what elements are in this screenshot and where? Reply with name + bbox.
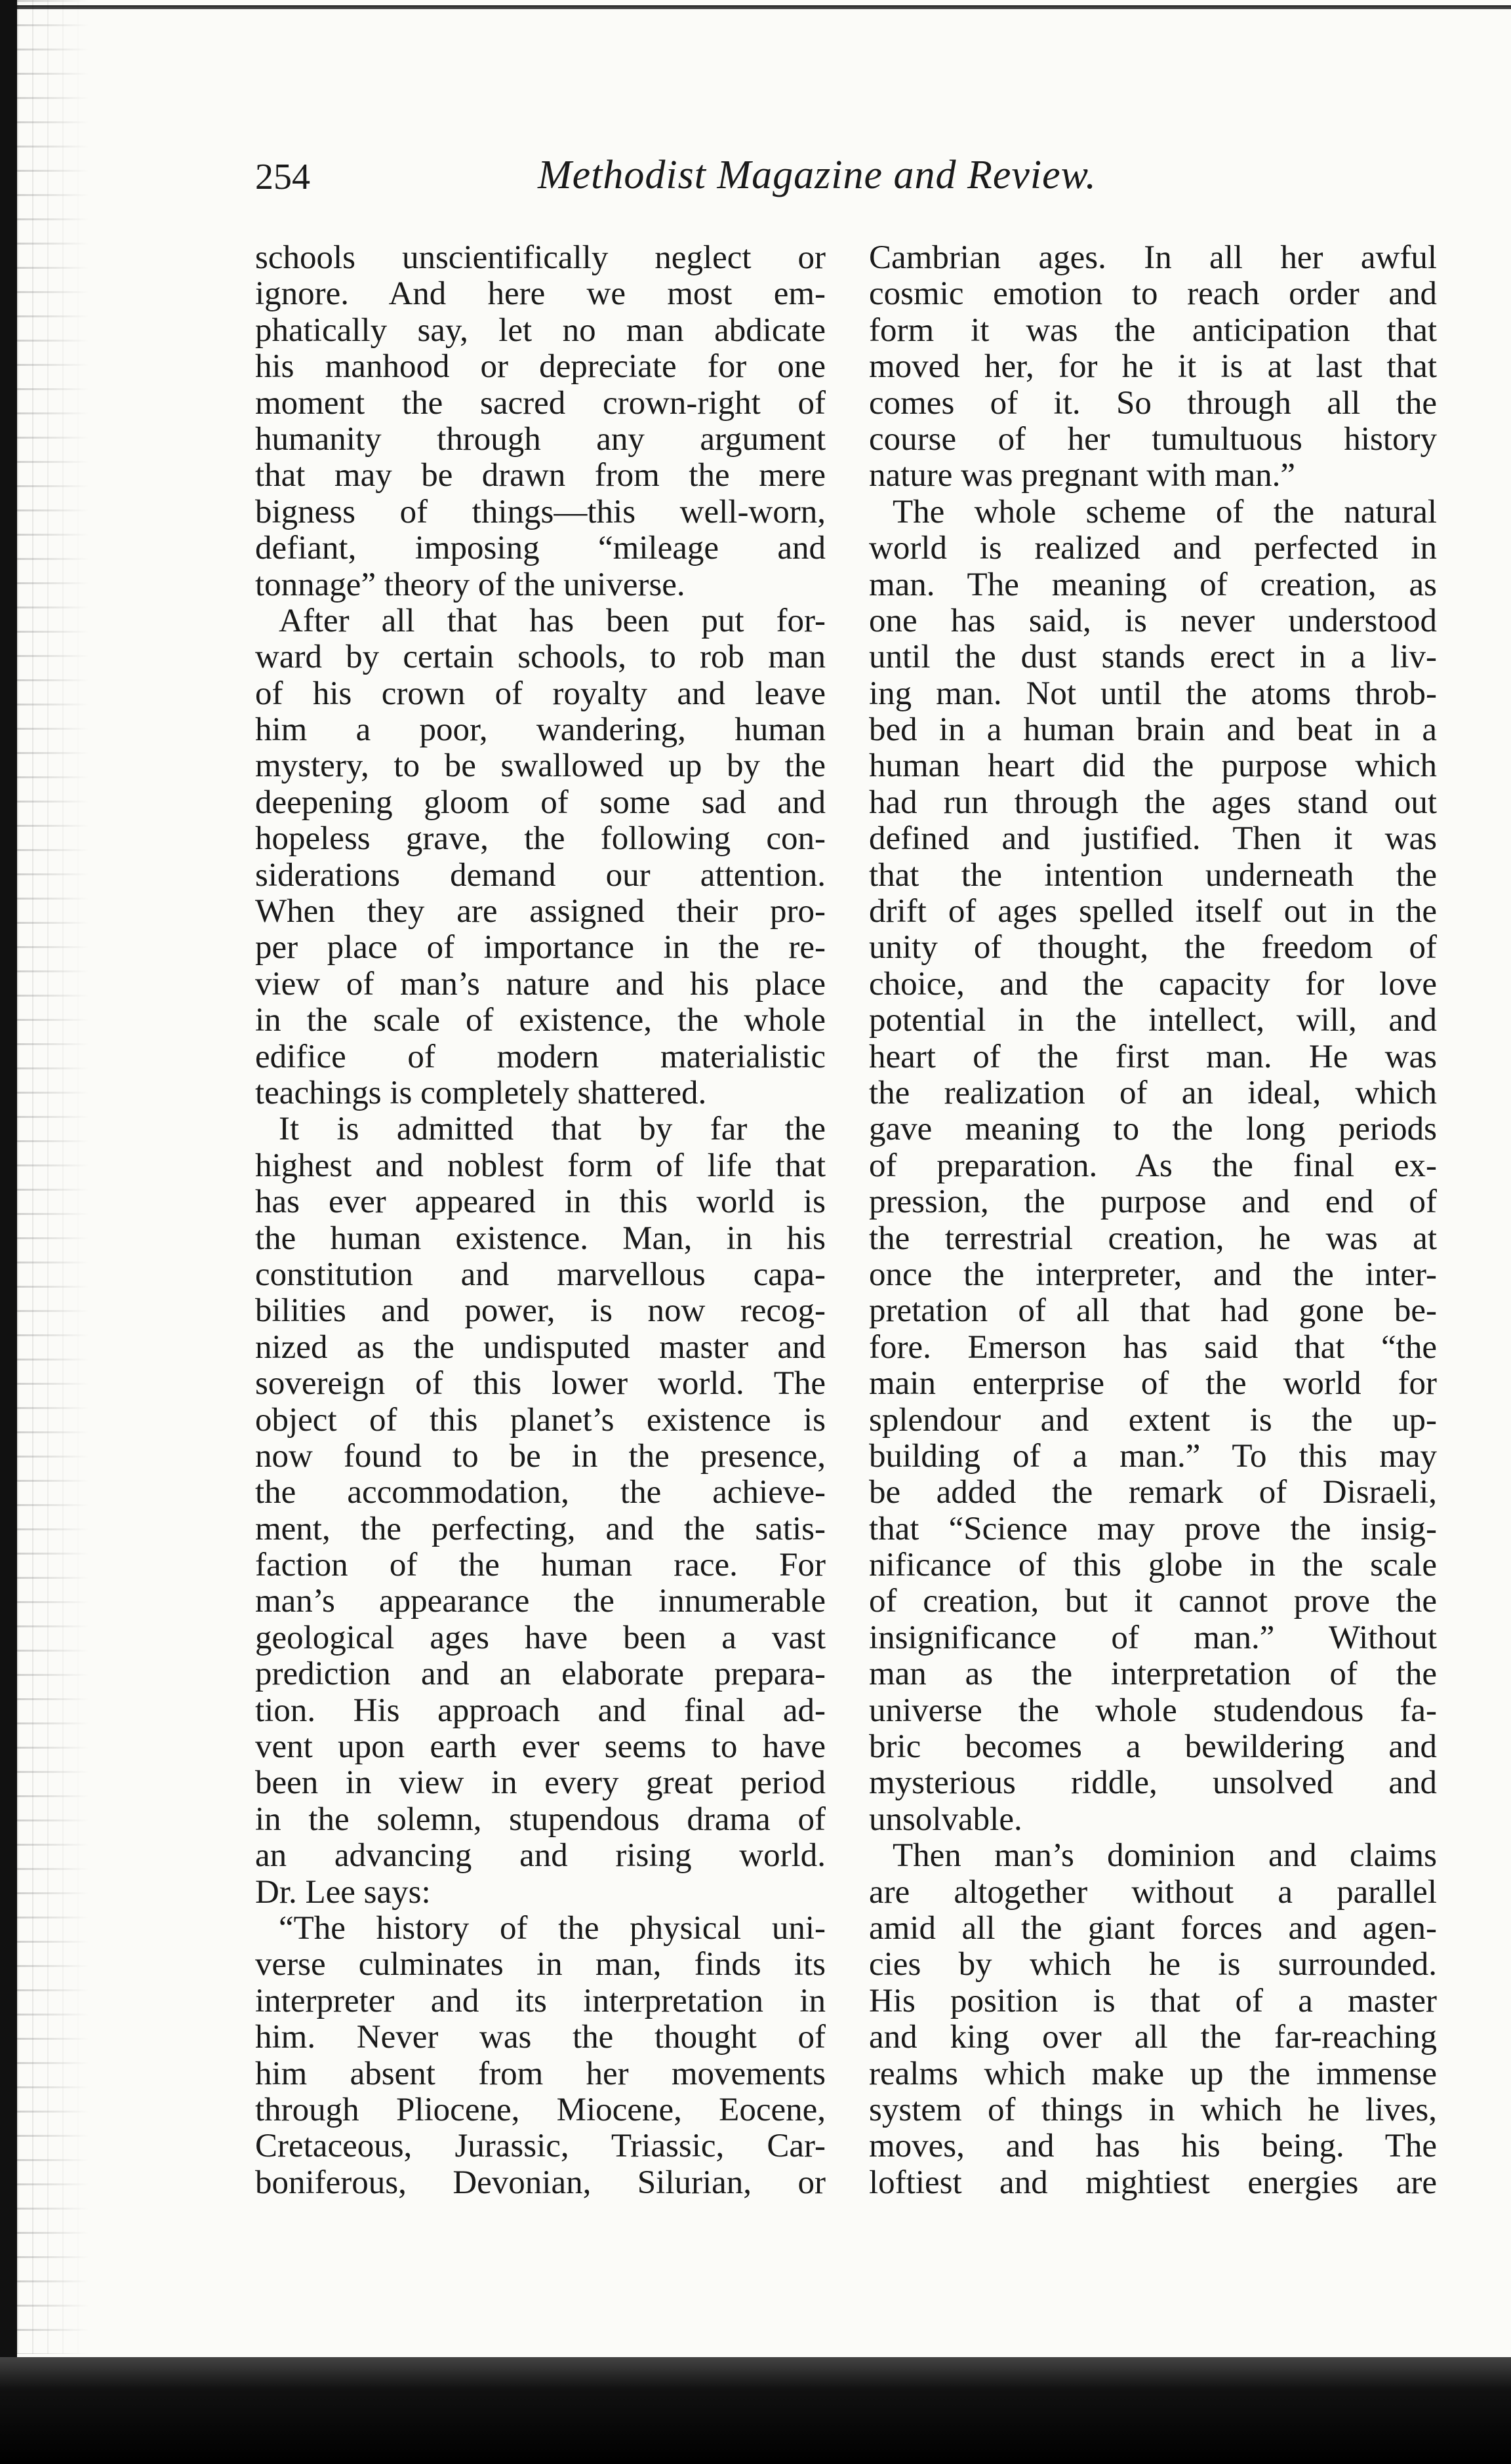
text-line: drift of ages spelled itself out in the	[869, 893, 1437, 930]
text-line: ment, the perfecting, and the satis-	[255, 1510, 826, 1547]
text-line: man as the interpretation of the	[869, 1656, 1437, 1693]
text-line: splendour and extent is the up-	[869, 1401, 1437, 1439]
text-line: gave meaning to the long periods	[869, 1111, 1437, 1148]
text-line: realms which make up the immense	[869, 2055, 1437, 2092]
page-number: 254	[255, 157, 310, 197]
text-line: ward by certain schools, to rob man	[255, 639, 826, 676]
text-line: Dr. Lee says:	[255, 1873, 431, 1911]
text-line: be added the remark of Disraeli,	[869, 1474, 1437, 1511]
text-line: insignificance of man.” Without	[869, 1619, 1437, 1656]
scan-top-edge	[0, 5, 1511, 9]
text-column-right	[869, 240, 1437, 2201]
text-line: faction of the human race. For	[255, 1547, 826, 1584]
text-line: prediction and an elaborate prepara-	[255, 1656, 826, 1693]
text-line: human heart did the purpose which	[869, 747, 1437, 785]
text-line: fore. Emerson has said that “the	[869, 1328, 1437, 1366]
text-line: and king over all the far-reaching	[869, 2019, 1437, 2056]
text-line: in the scale of existence, the whole	[255, 1002, 826, 1039]
text-line: that the intention underneath the	[869, 856, 1437, 894]
text-line: of preparation. As the final ex-	[869, 1147, 1437, 1184]
text-line: cies by which he is surrounded.	[869, 1946, 1437, 1983]
text-line: bed in a human brain and beat in a	[869, 711, 1437, 749]
text-line: phatically say, let no man abdicate	[255, 311, 826, 349]
text-line: building of a man.” To this may	[869, 1437, 1437, 1475]
text-line: pression, the purpose and end of	[869, 1183, 1437, 1221]
text-line: nized as the undisputed master and	[255, 1328, 826, 1366]
text-line: humanity through any argument	[255, 420, 826, 458]
scan-left-binding-edge	[0, 0, 17, 2464]
text-line: bigness of things—this well-worn,	[255, 493, 826, 530]
text-line: bric becomes a bewildering and	[869, 1728, 1437, 1766]
text-line: man’s appearance the innumerable	[255, 1583, 826, 1620]
text-line: world is realized and perfected in	[869, 530, 1437, 567]
text-line: an advancing and rising world.	[255, 1837, 826, 1875]
text-line: pretation of all that had gone be-	[869, 1292, 1437, 1330]
text-column-left	[255, 240, 826, 2201]
text-line: cosmic emotion to reach order and	[869, 275, 1437, 313]
text-line: The whole scheme of the natural	[893, 493, 1437, 530]
text-line: sovereign of this lower world. The	[255, 1365, 826, 1402]
text-line: form it was the anticipation that	[869, 311, 1437, 349]
text-line: Then man’s dominion and claims	[893, 1837, 1437, 1875]
scan-left-noise	[17, 0, 89, 2354]
text-line: tonnage” theory of the universe.	[255, 566, 685, 603]
text-line: per place of importance in the re-	[255, 929, 826, 966]
text-line: the human existence. Man, in his	[255, 1220, 826, 1257]
text-line: of his crown of royalty and leave	[255, 675, 826, 712]
text-line: deepening gloom of some sad and	[255, 784, 826, 821]
text-line: vent upon earth ever seems to have	[255, 1728, 826, 1766]
text-line: mysterious riddle, unsolved and	[869, 1764, 1437, 1802]
text-line: been in view in every great period	[255, 1764, 826, 1802]
text-line: universe the whole studendous fa-	[869, 1692, 1437, 1729]
text-line: ing man. Not until the atoms throb-	[869, 675, 1437, 712]
text-line: constitution and marvellous capa-	[255, 1256, 826, 1293]
text-line: main enterprise of the world for	[869, 1365, 1437, 1402]
text-line: nature was pregnant with man.”	[869, 457, 1296, 494]
text-line: potential in the intellect, will, and	[869, 1002, 1437, 1039]
text-line: mystery, to be swallowed up by the	[255, 747, 826, 785]
text-line: heart of the first man. He was	[869, 1038, 1437, 1075]
text-line: moves, and has his being. The	[869, 2128, 1437, 2165]
text-line: had run through the ages stand out	[869, 784, 1437, 821]
text-line: boniferous, Devonian, Silurian, or	[255, 2164, 826, 2201]
text-line: the accommodation, the achieve-	[255, 1474, 826, 1511]
text-line: teachings is completely shattered.	[255, 1074, 707, 1111]
text-line: schools unscientifically neglect or	[255, 239, 826, 276]
text-line: are altogether without a parallel	[869, 1873, 1437, 1911]
text-line: His position is that of a master	[869, 1982, 1437, 2019]
text-line: view of man’s nature and his place	[255, 965, 826, 1003]
text-line: in the solemn, stupendous drama of	[255, 1800, 826, 1838]
text-line: once the interpreter, and the inter-	[869, 1256, 1437, 1293]
text-line: defined and justified. Then it was	[869, 820, 1437, 858]
text-line: one has said, is never understood	[869, 602, 1437, 639]
text-line: loftiest and mightiest energies are	[869, 2164, 1437, 2201]
text-line: until the dust stands erect in a liv-	[869, 639, 1437, 676]
text-line: that may be drawn from the mere	[255, 457, 826, 494]
text-line: verse culminates in man, finds its	[255, 1946, 826, 1983]
text-line: course of her tumultuous history	[869, 420, 1437, 458]
text-line: When they are assigned their pro-	[255, 893, 826, 930]
text-line: moved her, for he it is at last that	[869, 348, 1437, 386]
text-line: “The history of the physical uni-	[279, 1909, 826, 1947]
text-line: siderations demand our attention.	[255, 856, 826, 894]
text-line: nificance of this globe in the scale	[869, 1547, 1437, 1584]
text-line: through Pliocene, Miocene, Eocene,	[255, 2091, 826, 2128]
text-line: interpreter and its interpretation in	[255, 1982, 826, 2019]
text-line: edifice of modern materialistic	[255, 1038, 826, 1075]
text-line: geological ages have been a vast	[255, 1619, 826, 1656]
text-line: bilities and power, is now recog-	[255, 1292, 826, 1330]
text-line: defiant, imposing “mileage and	[255, 530, 826, 567]
text-line: unity of thought, the freedom of	[869, 929, 1437, 966]
text-line: It is admitted that by far the	[279, 1111, 826, 1148]
text-line: choice, and the capacity for love	[869, 965, 1437, 1003]
text-line: him absent from her movements	[255, 2055, 826, 2092]
text-line: the terrestrial creation, he was at	[869, 1220, 1437, 1257]
text-line: hopeless grave, the following con-	[255, 820, 826, 858]
text-line: now found to be in the presence,	[255, 1437, 826, 1475]
text-line: Cambrian ages. In all her awful	[869, 239, 1437, 276]
text-line: his manhood or depreciate for one	[255, 348, 826, 386]
running-title: Methodist Magazine and Review.	[538, 153, 1097, 197]
text-line: ignore. And here we most em-	[255, 275, 826, 313]
text-line: amid all the giant forces and agen-	[869, 1909, 1437, 1947]
text-line: of creation, but it cannot prove the	[869, 1583, 1437, 1620]
text-line: comes of it. So through all the	[869, 384, 1437, 422]
text-line: that “Science may prove the insig-	[869, 1510, 1437, 1547]
text-line: man. The meaning of creation, as	[869, 566, 1437, 603]
text-line: system of things in which he lives,	[869, 2091, 1437, 2128]
text-line: the realization of an ideal, which	[869, 1074, 1437, 1111]
text-line: him. Never was the thought of	[255, 2019, 826, 2056]
text-line: unsolvable.	[869, 1800, 1022, 1838]
text-line: After all that has been put for-	[279, 602, 826, 639]
text-line: him a poor, wandering, human	[255, 711, 826, 749]
text-line: highest and noblest form of life that	[255, 1147, 826, 1184]
text-line: Cretaceous, Jurassic, Triassic, Car-	[255, 2128, 826, 2165]
text-line: tion. His approach and final ad-	[255, 1692, 826, 1729]
scan-bottom-edge	[0, 2357, 1511, 2464]
text-line: moment the sacred crown-right of	[255, 384, 826, 422]
text-line: object of this planet’s existence is	[255, 1401, 826, 1439]
text-line: has ever appeared in this world is	[255, 1183, 826, 1221]
